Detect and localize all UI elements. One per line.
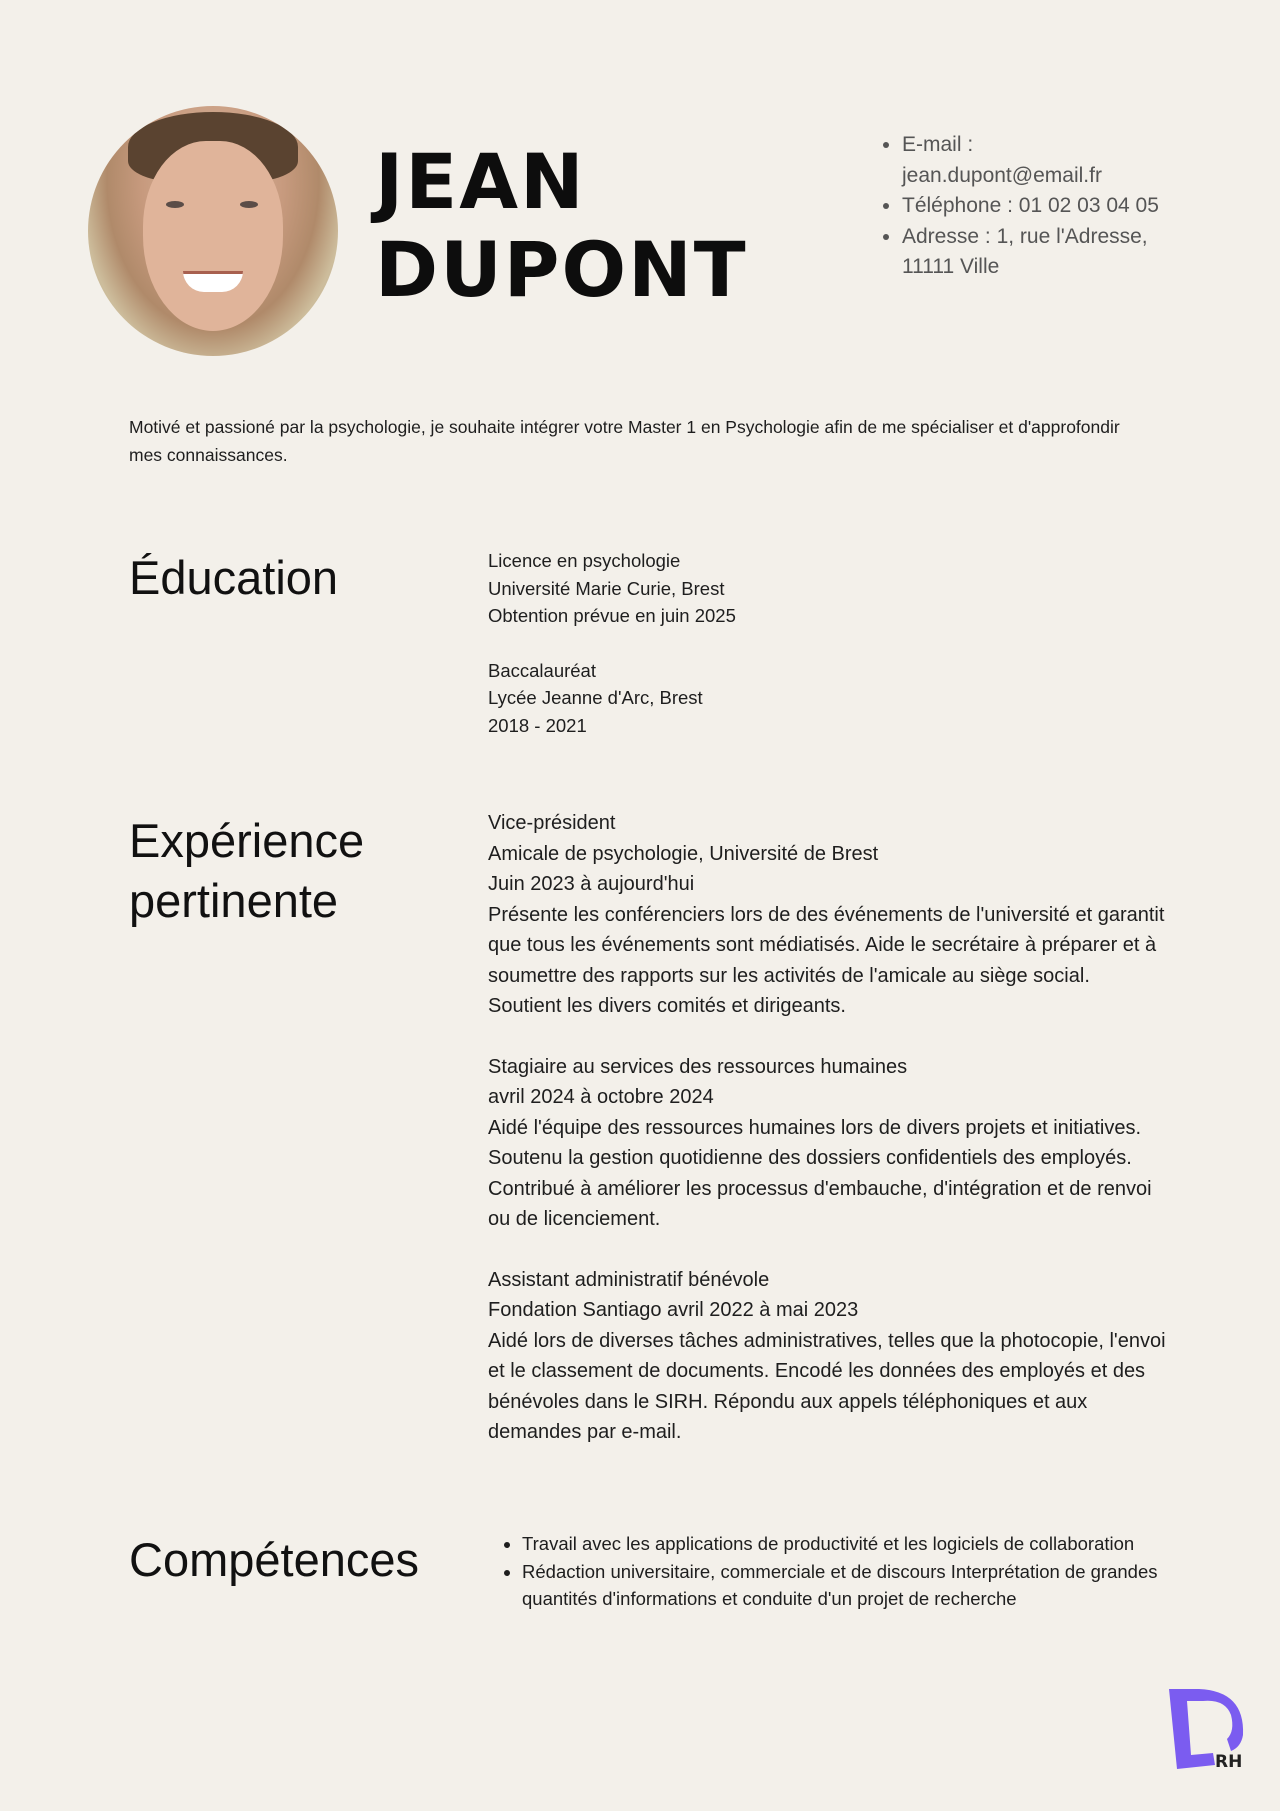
- experience-role: Assistant administratif bénévole: [488, 1268, 770, 1291]
- skill-item: • Travail avec les applications de productivité et les logiciels de collaboration: [522, 1530, 1202, 1558]
- skill-item: • Rédaction universitaire, commerciale et de discours Interprétation de grandes quantités d'informations et conduite d'un projet de recherche: [522, 1558, 1202, 1613]
- contact-email: • E-mail : jean.dupont@email.fr: [902, 130, 1192, 191]
- experience-date: Juin 2023 à aujourd'hui: [488, 873, 695, 895]
- education-school: Université Marie Curie, Brest: [488, 577, 725, 599]
- skills-list: [490, 1530, 1202, 1613]
- experience-desc: Aidé l'équipe des ressources humaines lors de divers projets et initiatives. Soutenu la gestion quotidienne des dossiers confidentiels des employés. Contribué à améliorer les processus d'embauche, d'intégration et de renvoi ou de licenciement.: [488, 1116, 1152, 1230]
- education-degree: Baccalauréat: [488, 659, 596, 681]
- experience-date: avril 2024 à octobre 2024: [488, 1086, 714, 1108]
- education-list: [488, 547, 1168, 739]
- address-value: 1, rue l'Adresse, 11111 Ville: [902, 224, 1148, 278]
- email-link[interactable]: jean.dupont@email.fr: [902, 163, 1102, 187]
- education-heading: Éducation: [129, 551, 339, 604]
- experience-list: [488, 808, 1168, 1448]
- experience-role: Stagiaire au services des ressources humaines: [488, 1055, 908, 1078]
- experience-org-date: Fondation Santiago avril 2022 à mai 2023: [488, 1299, 859, 1321]
- profile-photo: [88, 106, 338, 356]
- education-school: Lycée Jeanne d'Arc, Brest: [488, 687, 703, 708]
- education-degree: Licence en psychologie: [488, 550, 681, 571]
- skills-heading: Compétences: [129, 1533, 419, 1586]
- last-name: DUPONT: [375, 225, 748, 314]
- contact-list: [876, 130, 1192, 283]
- experience-desc: Aidé lors de diverses tâches administratives, telles que la photocopie, l'envoi et le classement de documents. Encodé les données des employés et des bénévoles dans le SIRH. Répondu aux appels téléphoniques et aux demandes par e-mail.: [488, 1329, 1166, 1443]
- experience-org: Amicale de psychologie, Université de Brest: [488, 842, 879, 865]
- first-name: JEAN: [375, 137, 586, 226]
- contact-phone: • Téléphone : 01 02 03 04 05: [902, 191, 1192, 222]
- education-date: 2018 - 2021: [488, 714, 587, 736]
- profile-summary: Motivé et passioné par la psychologie, je souhaite intégrer votre Master 1 en Psychologie afin de me spécialiser et d'approfondir mes connaissances.: [129, 417, 1120, 465]
- experience-role: Vice-président: [488, 812, 616, 834]
- full-name: [375, 138, 748, 314]
- rh-logo-icon: [1165, 1685, 1249, 1775]
- svg-text:RH: RH: [1215, 1752, 1243, 1772]
- experience-heading: Expérience pertinente: [129, 814, 365, 927]
- phone-value: 01 02 03 04 05: [1018, 194, 1159, 217]
- contact-address: • Adresse : 1, rue l'Adresse, 11111 Ville: [902, 222, 1192, 283]
- experience-desc: Présente les conférenciers lors de des événements de l'université et garantit que tous les événements sont médiatisés. Aide le secrétaire à préparer et à soumettre des rapports sur les activités de l'amicale au siège social. Soutient les divers comités et dirigeants.: [488, 903, 1165, 1017]
- education-date: Obtention prévue en juin 2025: [488, 605, 736, 626]
